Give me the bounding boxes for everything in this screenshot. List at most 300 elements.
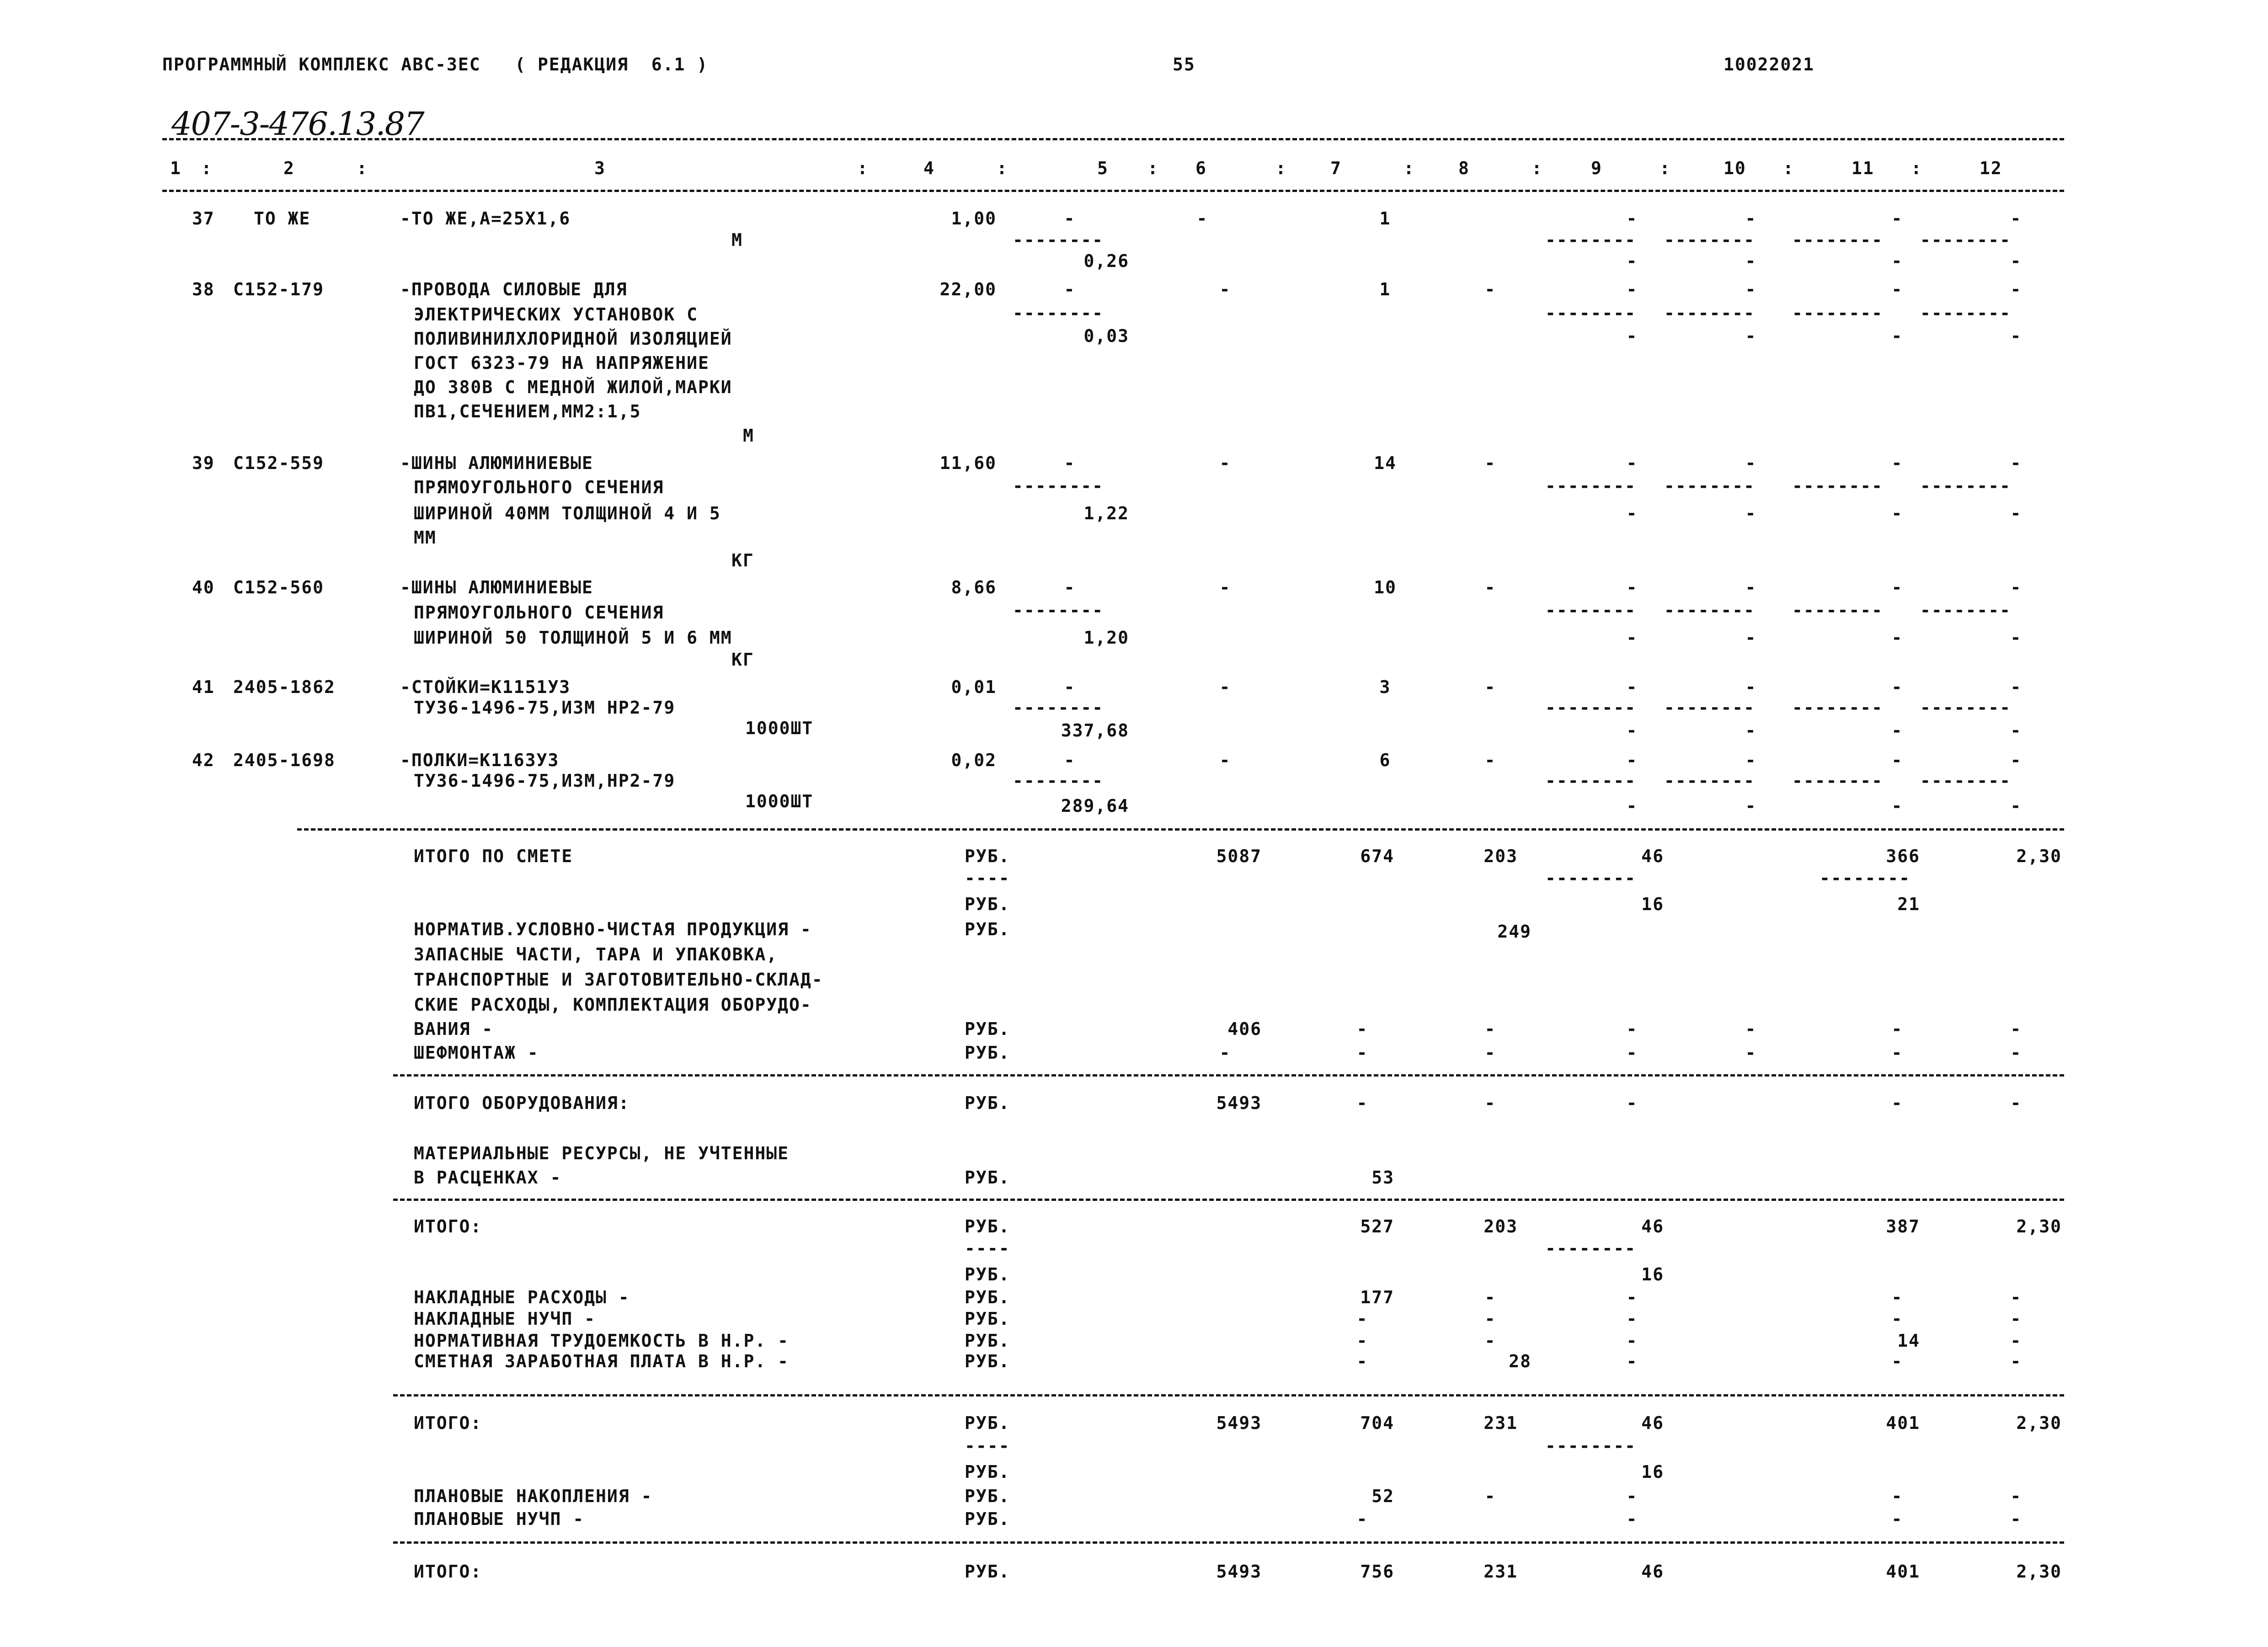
row-number: 38 — [192, 279, 215, 299]
summary-dash: - — [1626, 1351, 1638, 1371]
section-rule — [393, 1199, 2064, 1201]
summary-label: ИТОГО ПО СМЕТЕ — [414, 846, 573, 866]
row-rule: -------- — [1664, 600, 1756, 620]
summary-unit: РУБ. — [965, 1309, 1010, 1329]
row-number: 42 — [192, 750, 215, 770]
summary-dash: - — [1484, 1287, 1496, 1307]
col-9: 9 — [1591, 158, 1602, 178]
summary-dash: - — [2010, 1043, 2022, 1063]
col-sep: : — [1532, 158, 1543, 178]
summary-c12: 2,30 — [2016, 1216, 2062, 1237]
row-qty: 0,02 — [951, 750, 997, 770]
row-c7: 10 — [1374, 577, 1397, 597]
row-number: 37 — [192, 208, 215, 229]
col-sep: : — [997, 158, 1008, 178]
col-7: 7 — [1330, 158, 1342, 178]
col-11: 11 — [1852, 158, 1874, 178]
summary-rule: ---- — [965, 1436, 1010, 1456]
row-c12: - — [2010, 577, 2022, 597]
summary-unit: РУБ. — [965, 1216, 1010, 1237]
summary-c6: 5493 — [1216, 1093, 1262, 1113]
row-c12: - — [2010, 453, 2022, 473]
header-rule — [162, 138, 2064, 140]
row-c10: - — [1745, 750, 1757, 770]
row-rule: -------- — [1792, 771, 1884, 791]
row-c10b: - — [1745, 796, 1757, 816]
row-qty: 11,60 — [939, 453, 997, 473]
summary-c7: 52 — [1371, 1486, 1394, 1506]
row-c9b: - — [1626, 503, 1638, 523]
summary-unit: РУБ. — [965, 1462, 1010, 1482]
row-c5: - — [1064, 677, 1076, 697]
summary-rule: -------- — [1545, 868, 1637, 888]
row-rule: -------- — [1545, 771, 1637, 791]
summary-c9b: 16 — [1641, 1264, 1664, 1285]
summary-label: ЗАПАСНЫЕ ЧАСТИ, ТАРА И УПАКОВКА, — [414, 944, 778, 965]
summary-dash: - — [1891, 1019, 1903, 1039]
row-unit: КГ — [731, 650, 754, 670]
row-c10b: - — [1745, 720, 1757, 741]
row-unit: 1000ШТ — [745, 791, 814, 811]
row-rule: -------- — [1792, 600, 1884, 620]
row-qty: 8,66 — [951, 577, 997, 597]
row-rule: -------- — [1792, 698, 1884, 718]
summary-dash: - — [1484, 1043, 1496, 1063]
summary-dash: - — [1356, 1351, 1368, 1371]
summary-c6: 406 — [1227, 1019, 1262, 1039]
summary-c7: 527 — [1360, 1216, 1394, 1237]
row-unit: М — [731, 230, 743, 250]
summary-label: ИТОГО: — [414, 1216, 482, 1237]
row-c11: - — [1891, 750, 1903, 770]
row-c11: - — [1891, 279, 1903, 299]
summary-dash: - — [1745, 1019, 1757, 1039]
summary-label: СКИЕ РАСХОДЫ, КОМПЛЕКТАЦИЯ ОБОРУДО- — [414, 995, 812, 1015]
summary-unit: РУБ. — [965, 1509, 1010, 1529]
row-code: С152-179 — [233, 279, 325, 299]
row-description: ТУ36-1496-75,ИЗМ,НР2-79 — [414, 771, 676, 791]
col-3: 3 — [594, 158, 606, 178]
col-2: 2 — [283, 158, 295, 178]
page-number: 55 — [1173, 54, 1195, 75]
row-c9b: - — [1626, 796, 1638, 816]
summary-c7: 674 — [1360, 846, 1394, 866]
row-c11: - — [1891, 208, 1903, 229]
summary-c9: 46 — [1641, 1562, 1664, 1582]
column-header-rule — [162, 190, 2064, 192]
summary-label: ИТОГО ОБОРУДОВАНИЯ: — [414, 1093, 630, 1113]
summary-c7: 704 — [1360, 1413, 1394, 1433]
summary-dash: - — [1626, 1093, 1638, 1113]
summary-unit: РУБ. — [965, 1287, 1010, 1307]
summary-c12: 2,30 — [2016, 1413, 2062, 1433]
summary-dash: - — [1891, 1043, 1903, 1063]
summary-unit: РУБ. — [965, 1486, 1010, 1506]
row-c9: - — [1626, 453, 1638, 473]
summary-c9b: 16 — [1641, 1462, 1664, 1482]
summary-dash: - — [2010, 1019, 2022, 1039]
row-description: ПРЯМОУГОЛЬНОГО СЕЧЕНИЯ — [414, 602, 664, 623]
row-rule: -------- — [1792, 230, 1884, 250]
summary-dash: - — [1626, 1509, 1638, 1529]
row-price: 0,26 — [1083, 251, 1129, 271]
row-c6: - — [1196, 208, 1208, 229]
document-code: 10022021 — [1724, 54, 1815, 75]
row-c11: - — [1891, 677, 1903, 697]
row-c9: - — [1626, 279, 1638, 299]
row-rule: -------- — [1792, 303, 1884, 323]
row-price: 1,22 — [1083, 503, 1129, 523]
summary-c11: 401 — [1886, 1413, 1920, 1433]
section-rule — [393, 1074, 2064, 1077]
summary-dash: - — [1356, 1509, 1368, 1529]
summary-dash: - — [1356, 1043, 1368, 1063]
summary-c6: 5493 — [1216, 1562, 1262, 1582]
row-description: ПОЛИВИНИЛХЛОРИДНОЙ ИЗОЛЯЦИЕЙ — [414, 329, 732, 349]
row-rule: -------- — [1545, 476, 1637, 496]
summary-c8: 231 — [1484, 1413, 1518, 1433]
summary-label: В РАСЦЕНКАХ - — [414, 1167, 562, 1188]
summary-dash: - — [2010, 1309, 2022, 1329]
summary-c6: 5087 — [1216, 846, 1262, 866]
row-c6: - — [1219, 677, 1231, 697]
summary-dash: - — [1626, 1309, 1638, 1329]
row-c12b: - — [2010, 628, 2022, 648]
summary-c8: 231 — [1484, 1562, 1518, 1582]
row-c10: - — [1745, 453, 1757, 473]
row-price: 1,20 — [1083, 628, 1129, 648]
summary-c6: 5493 — [1216, 1413, 1262, 1433]
col-8: 8 — [1458, 158, 1470, 178]
row-c7: 1 — [1379, 279, 1391, 299]
summary-c9: 46 — [1641, 1216, 1664, 1237]
row-c9b: - — [1626, 326, 1638, 346]
summary-dash: - — [2010, 1331, 2022, 1351]
row-c5-rule: -------- — [1013, 600, 1104, 620]
row-c6: - — [1219, 750, 1231, 770]
row-rule: -------- — [1545, 600, 1637, 620]
summary-label: НОРМАТИВ.УСЛОВНО-ЧИСТАЯ ПРОДУКЦИЯ - — [414, 919, 812, 939]
col-10: 10 — [1724, 158, 1746, 178]
row-c11b: - — [1891, 503, 1903, 523]
summary-label: ПЛАНОВЫЕ НАКОПЛЕНИЯ - — [414, 1486, 653, 1506]
col-sep: : — [1660, 158, 1671, 178]
row-description: ПРЯМОУГОЛЬНОГО СЕЧЕНИЯ — [414, 477, 664, 497]
row-description: -ШИНЫ АЛЮМИНИЕВЫЕ — [400, 453, 593, 473]
row-c11b: - — [1891, 251, 1903, 271]
row-c5-rule: -------- — [1013, 476, 1104, 496]
summary-unit: РУБ. — [965, 1093, 1010, 1113]
handwritten-reference: 407-3-476.13.87 — [171, 105, 424, 143]
row-c11b: - — [1891, 326, 1903, 346]
summary-dash: - — [1219, 1043, 1231, 1063]
row-price: 337,68 — [1061, 720, 1129, 741]
summary-unit: РУБ. — [965, 1562, 1010, 1582]
row-c8: - — [1484, 577, 1496, 597]
col-sep: : — [357, 158, 368, 178]
col-12: 12 — [1980, 158, 2002, 178]
row-c12b: - — [2010, 503, 2022, 523]
summary-dash: - — [1891, 1309, 1903, 1329]
summary-unit: РУБ. — [965, 846, 1010, 866]
summary-dash: - — [2010, 1509, 2022, 1529]
summary-dash: - — [1484, 1331, 1496, 1351]
section-rule — [297, 828, 2064, 831]
row-c9: - — [1626, 208, 1638, 229]
summary-rule: -------- — [1545, 1238, 1637, 1258]
row-c6: - — [1219, 453, 1231, 473]
row-code: С152-560 — [233, 577, 325, 597]
summary-label: ПЛАНОВЫЕ НУЧП - — [414, 1509, 585, 1529]
row-c11b: - — [1891, 628, 1903, 648]
summary-c7: 177 — [1360, 1287, 1394, 1307]
row-c12b: - — [2010, 251, 2022, 271]
row-c9: - — [1626, 750, 1638, 770]
row-code: С152-559 — [233, 453, 325, 473]
summary-dash: - — [1356, 1093, 1368, 1113]
program-title: ПРОГРАММНЫЙ КОМПЛЕКС АВС-3ЕС ( РЕДАКЦИЯ 6.1 ) — [162, 54, 709, 75]
row-c8: - — [1484, 453, 1496, 473]
row-rule: -------- — [1920, 230, 2012, 250]
row-c5-rule: -------- — [1013, 303, 1104, 323]
summary-dash: - — [1891, 1093, 1903, 1113]
row-c10: - — [1745, 577, 1757, 597]
row-code: ТО ЖЕ — [254, 208, 311, 229]
summary-dash: - — [2010, 1287, 2022, 1307]
row-c9b: - — [1626, 720, 1638, 741]
row-description: ЭЛЕКТРИЧЕСКИХ УСТАНОВОК С — [414, 304, 698, 325]
row-rule: -------- — [1664, 303, 1756, 323]
row-rule: -------- — [1545, 230, 1637, 250]
row-rule: -------- — [1920, 476, 2012, 496]
row-c12: - — [2010, 279, 2022, 299]
summary-rule: -------- — [1545, 1436, 1637, 1456]
row-c10: - — [1745, 208, 1757, 229]
summary-unit: РУБ. — [965, 894, 1010, 914]
row-c10b: - — [1745, 251, 1757, 271]
summary-c11b: 21 — [1897, 894, 1920, 914]
row-c5: - — [1064, 750, 1076, 770]
summary-c9b: 16 — [1641, 894, 1664, 914]
row-description: ДО 380В С МЕДНОЙ ЖИЛОЙ,МАРКИ — [414, 377, 732, 397]
summary-dash: - — [1626, 1043, 1638, 1063]
summary-c12: 2,30 — [2016, 846, 2062, 866]
row-c10b: - — [1745, 628, 1757, 648]
row-c5-rule: -------- — [1013, 698, 1104, 718]
section-rule — [393, 1394, 2064, 1396]
row-rule: -------- — [1920, 303, 2012, 323]
col-sep: : — [1275, 158, 1287, 178]
row-c5: - — [1064, 279, 1076, 299]
row-c10: - — [1745, 279, 1757, 299]
row-c11: - — [1891, 577, 1903, 597]
row-rule: -------- — [1920, 600, 2012, 620]
row-c12: - — [2010, 677, 2022, 697]
row-c12b: - — [2010, 720, 2022, 741]
summary-dash: - — [1891, 1351, 1903, 1371]
row-c7: 3 — [1379, 677, 1391, 697]
row-description: ТУ36-1496-75,ИЗМ НР2-79 — [414, 698, 676, 718]
summary-unit: РУБ. — [965, 1331, 1010, 1351]
row-c8: - — [1484, 279, 1496, 299]
row-rule: -------- — [1792, 476, 1884, 496]
summary-unit: РУБ. — [965, 1351, 1010, 1371]
col-1: 1 — [170, 158, 181, 178]
col-6: 6 — [1195, 158, 1207, 178]
col-5: 5 — [1097, 158, 1109, 178]
summary-label: НОРМАТИВНАЯ ТРУДОЕМКОСТЬ В Н.Р. - — [414, 1331, 789, 1351]
row-c8: - — [1484, 750, 1496, 770]
row-description: ГОСТ 6323-79 НА НАПРЯЖЕНИЕ — [414, 353, 710, 373]
summary-c8: 203 — [1484, 1216, 1518, 1237]
summary-dash: - — [1356, 1331, 1368, 1351]
summary-rule: ---- — [965, 868, 1010, 888]
row-rule: -------- — [1920, 698, 2012, 718]
row-c9b: - — [1626, 251, 1638, 271]
row-c11b: - — [1891, 796, 1903, 816]
row-description: -СТОЙКИ=К1151У3 — [400, 677, 571, 697]
row-unit: М — [743, 426, 754, 446]
row-c5-rule: -------- — [1013, 771, 1104, 791]
summary-dash: - — [1745, 1043, 1757, 1063]
row-description: -ТО ЖЕ,А=25Х1,6 — [400, 208, 571, 229]
row-c9: - — [1626, 677, 1638, 697]
row-description: ММ — [414, 528, 437, 548]
row-c8: - — [1484, 677, 1496, 697]
row-rule: -------- — [1545, 698, 1637, 718]
row-c9b: - — [1626, 628, 1638, 648]
summary-label: НАКЛАДНЫЕ НУЧП - — [414, 1309, 596, 1329]
summary-label: МАТЕРИАЛЬНЫЕ РЕСУРСЫ, НЕ УЧТЕННЫЕ — [414, 1143, 789, 1163]
summary-dash: - — [1891, 1509, 1903, 1529]
row-description: -ШИНЫ АЛЮМИНИЕВЫЕ — [400, 577, 593, 597]
summary-c9: 46 — [1641, 1413, 1664, 1433]
row-description: ШИРИНОЙ 40ММ ТОЛЩИНОЙ 4 И 5 — [414, 503, 721, 523]
row-c5: - — [1064, 453, 1076, 473]
summary-c11: 14 — [1897, 1331, 1920, 1351]
row-c9: - — [1626, 577, 1638, 597]
row-c12: - — [2010, 208, 2022, 229]
col-sep: : — [857, 158, 869, 178]
summary-unit: РУБ. — [965, 919, 1010, 939]
row-c6: - — [1219, 577, 1231, 597]
summary-unit: РУБ. — [965, 1167, 1010, 1188]
row-c5: - — [1064, 208, 1076, 229]
row-description: -ПОЛКИ=К1163У3 — [400, 750, 560, 770]
summary-label: ТРАНСПОРТНЫЕ И ЗАГОТОВИТЕЛЬНО-СКЛАД- — [414, 970, 823, 990]
row-code: 2405-1862 — [233, 677, 336, 697]
summary-label: СМЕТНАЯ ЗАРАБОТНАЯ ПЛАТА В Н.Р. - — [414, 1351, 789, 1371]
row-rule: -------- — [1664, 476, 1756, 496]
col-sep: : — [1783, 158, 1794, 178]
row-c7: 1 — [1379, 208, 1391, 229]
row-rule: -------- — [1664, 771, 1756, 791]
summary-dash: - — [1484, 1093, 1496, 1113]
row-unit: КГ — [731, 550, 754, 570]
summary-dash: - — [1626, 1019, 1638, 1039]
row-price: 289,64 — [1061, 796, 1129, 816]
row-c6: - — [1219, 279, 1231, 299]
row-qty: 22,00 — [939, 279, 997, 299]
row-c5: - — [1064, 577, 1076, 597]
summary-c11: 401 — [1886, 1562, 1920, 1582]
row-c11b: - — [1891, 720, 1903, 741]
summary-rule: ---- — [965, 1238, 1010, 1258]
summary-dash: - — [1484, 1309, 1496, 1329]
row-code: 2405-1698 — [233, 750, 336, 770]
row-c10b: - — [1745, 326, 1757, 346]
summary-c7: 53 — [1371, 1167, 1394, 1188]
col-sep: : — [1403, 158, 1415, 178]
summary-dash: - — [1484, 1486, 1496, 1506]
row-c7: 14 — [1374, 453, 1397, 473]
summary-label: ВАНИЯ - — [414, 1019, 494, 1039]
row-c11: - — [1891, 453, 1903, 473]
row-number: 39 — [192, 453, 215, 473]
summary-label: ШЕФМОНТАЖ - — [414, 1043, 539, 1063]
col-sep: : — [201, 158, 213, 178]
row-c5-rule: -------- — [1013, 230, 1104, 250]
row-c7: 6 — [1379, 750, 1391, 770]
col-sep: : — [1911, 158, 1922, 178]
summary-c7: 756 — [1360, 1562, 1394, 1582]
summary-dash: - — [1626, 1331, 1638, 1351]
summary-label: ИТОГО: — [414, 1413, 482, 1433]
summary-unit: РУБ. — [965, 1019, 1010, 1039]
row-c10: - — [1745, 677, 1757, 697]
row-qty: 0,01 — [951, 677, 997, 697]
row-description: -ПРОВОДА СИЛОВЫЕ ДЛЯ — [400, 279, 628, 299]
summary-c8: 203 — [1484, 846, 1518, 866]
summary-dash: - — [2010, 1486, 2022, 1506]
row-rule: -------- — [1664, 698, 1756, 718]
row-c12: - — [2010, 750, 2022, 770]
summary-c8: 249 — [1497, 922, 1532, 942]
summary-dash: - — [2010, 1093, 2022, 1113]
row-qty: 1,00 — [951, 208, 997, 229]
summary-c11: 366 — [1886, 846, 1920, 866]
summary-rule: -------- — [1820, 868, 1911, 888]
summary-dash: - — [1891, 1486, 1903, 1506]
section-rule — [393, 1541, 2064, 1544]
summary-label: ИТОГО: — [414, 1562, 482, 1582]
summary-c12: 2,30 — [2016, 1562, 2062, 1582]
summary-unit: РУБ. — [965, 1413, 1010, 1433]
row-c12b: - — [2010, 796, 2022, 816]
row-c12b: - — [2010, 326, 2022, 346]
summary-dash: - — [2010, 1351, 2022, 1371]
summary-unit: РУБ. — [965, 1264, 1010, 1285]
summary-label: НАКЛАДНЫЕ РАСХОДЫ - — [414, 1287, 630, 1307]
col-sep: : — [1147, 158, 1159, 178]
row-description: ШИРИНОЙ 50 ТОЛЩИНОЙ 5 И 6 ММ — [414, 628, 732, 648]
summary-c8: 28 — [1509, 1351, 1532, 1371]
row-c10b: - — [1745, 503, 1757, 523]
summary-c9: 46 — [1641, 846, 1664, 866]
summary-dash: - — [1626, 1287, 1638, 1307]
summary-dash: - — [1356, 1019, 1368, 1039]
summary-dash: - — [1891, 1287, 1903, 1307]
row-rule: -------- — [1545, 303, 1637, 323]
row-description: ПВ1,СЕЧЕНИЕМ,ММ2:1,5 — [414, 401, 641, 421]
summary-dash: - — [1356, 1309, 1368, 1329]
row-rule: -------- — [1920, 771, 2012, 791]
summary-dash: - — [1626, 1486, 1638, 1506]
summary-unit: РУБ. — [965, 1043, 1010, 1063]
row-number: 40 — [192, 577, 215, 597]
summary-dash: - — [1484, 1019, 1496, 1039]
row-rule: -------- — [1664, 230, 1756, 250]
